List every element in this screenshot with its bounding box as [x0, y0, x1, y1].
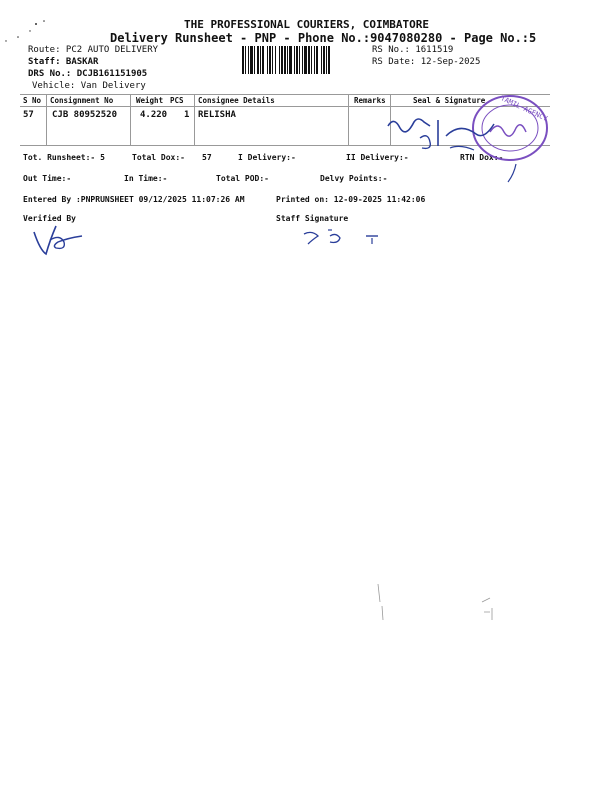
- verified-by-label: Verified By: [23, 214, 76, 223]
- printed-on: Printed on: 12-09-2025 11:42:06: [276, 195, 426, 204]
- total-dox: Total Dox:-: [132, 153, 185, 162]
- cell-sno: 57: [23, 110, 34, 120]
- header-weight: Weight: [136, 96, 164, 105]
- col-divider: [130, 94, 131, 145]
- header-pcs: PCS: [170, 96, 184, 105]
- company-title: THE PROFESSIONAL COURIERS, COIMBATORE: [184, 18, 430, 31]
- in-time: In Time:-: [124, 174, 168, 183]
- ii-delivery: II Delivery:-: [346, 153, 409, 162]
- delvy-points: Delvy Points:-: [320, 174, 388, 183]
- cell-pcs: 1: [184, 110, 190, 120]
- rtn-dox: RTN Dox:-: [460, 153, 504, 162]
- i-delivery: I Delivery:-: [238, 153, 296, 162]
- total-pod: Total POD:-: [216, 174, 269, 183]
- col-divider: [348, 94, 349, 145]
- scan-speck-marks: [0, 0, 60, 50]
- header-consignment: Consignment No: [50, 96, 114, 105]
- total-dox-value: 57: [202, 153, 212, 162]
- header-consignee: Consignee Details: [198, 96, 275, 105]
- pen-mark: [506, 162, 520, 184]
- barcode-image: [242, 46, 368, 74]
- cell-consignment: CJB 80952520: [52, 110, 118, 120]
- col-divider: [46, 94, 47, 145]
- col-divider: [194, 94, 195, 145]
- svg-text:TAMIL AGENCY: TAMIL AGENCY: [499, 94, 549, 123]
- route-label: Route: PC2 AUTO DELIVERY: [28, 45, 159, 55]
- rs-number: RS No.: 1611519: [372, 45, 454, 55]
- header-seal: Seal & Signature: [413, 96, 486, 105]
- staff-label: Staff: BASKAR: [28, 57, 99, 67]
- cell-weight: 4.220: [140, 110, 168, 120]
- faint-scan-marks: [372, 580, 512, 630]
- drs-number: DRS No.: DCJB161151905: [28, 69, 148, 79]
- receiver-signature: [380, 108, 540, 158]
- rs-date: RS Date: 12-Sep-2025: [372, 57, 481, 67]
- header-sno: S No: [23, 96, 42, 105]
- header-remarks: Remarks: [354, 96, 386, 105]
- out-time: Out Time:-: [23, 174, 72, 183]
- entered-by: Entered By :PNPRUNSHEET 09/12/2025 11:07:26 AM: [23, 195, 245, 204]
- cell-consignee: RELISHA: [198, 110, 236, 120]
- vehicle-label: Vehicle: Van Delivery: [32, 81, 146, 91]
- runsheet-subtitle: Delivery Runsheet - PNP - Phone No.:9047080280 - Page No.:5: [110, 31, 537, 45]
- staff-signature-label: Staff Signature: [276, 214, 349, 223]
- staff-signature-mark: [300, 226, 390, 246]
- total-runsheet: Tot. Runsheet:- 5: [23, 153, 105, 162]
- verifier-signature: [28, 222, 98, 258]
